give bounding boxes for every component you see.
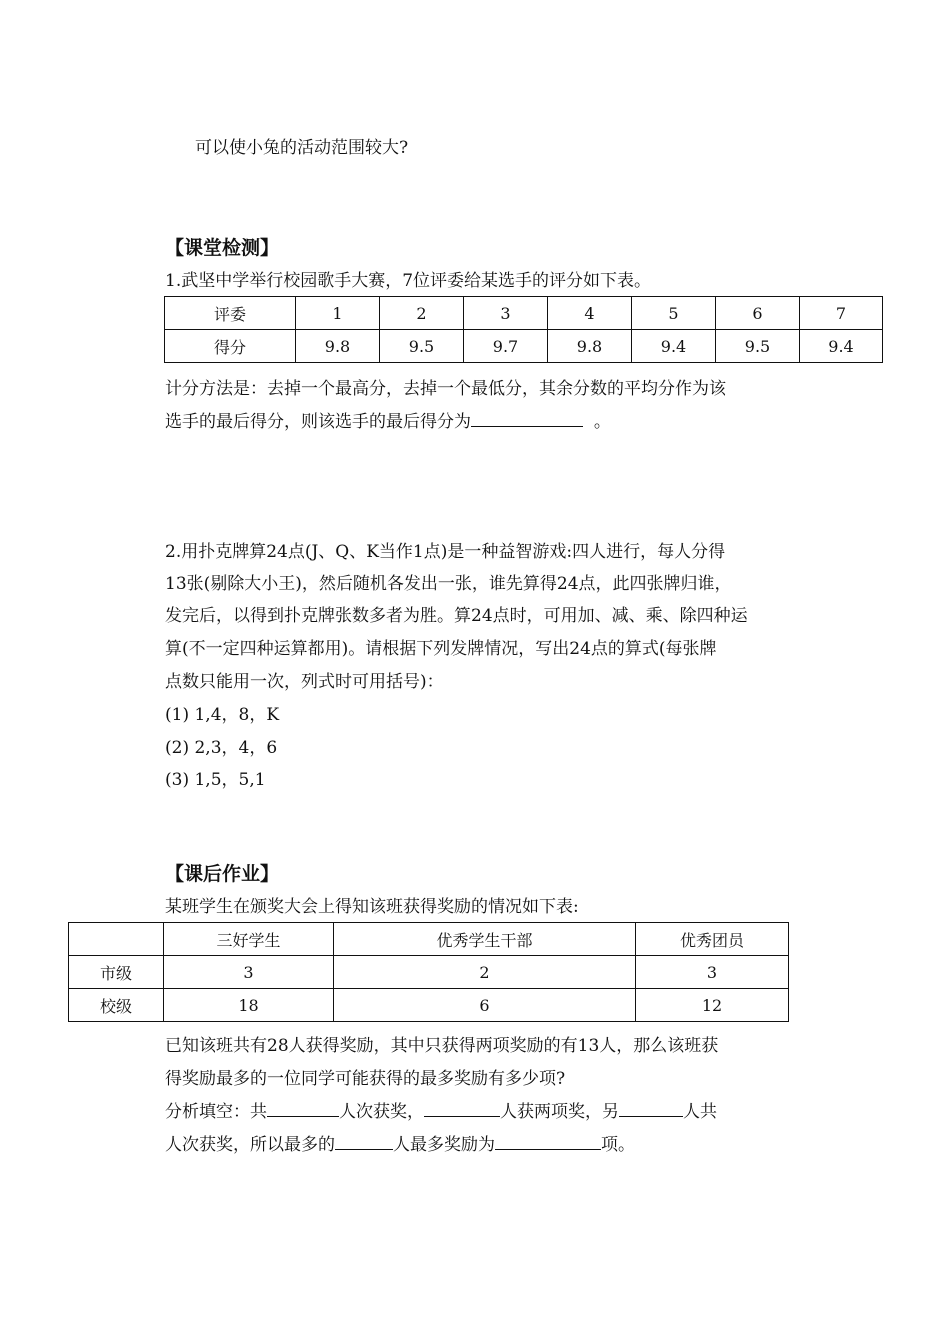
answer-blank [471,410,583,427]
table-cell: 9.8 [296,330,380,363]
question-2-line-5: 点数只能用一次，列式时可用括号)： [165,672,444,692]
table-row [69,956,789,989]
awards-table [68,922,789,1022]
table-cell: 9.8 [548,330,632,363]
fill-in-line-1 [165,1097,717,1122]
table-header-cell: 优秀团员 [636,923,789,956]
list-item: (2) 2,3，4，6 [165,738,278,758]
fill-text: 分析填空：共 [165,1102,267,1122]
list-item: (1) 1,4，8，K [165,705,280,725]
table-cell: 5 [632,297,716,330]
intro-line: 可以使小兔的活动范围较大? [195,138,409,158]
table-cell: 9.5 [380,330,464,363]
method-text: 选手的最后得分，则该选手的最后得分为 [165,412,471,432]
table-cell: 校级 [69,989,164,1022]
answer-blank [424,1100,500,1117]
answer-blank [495,1133,601,1150]
table-header-cell [69,923,164,956]
fill-text: 人共 [683,1102,717,1122]
section-heading-homework: 【课后作业】 [165,863,280,885]
table-cell: 市级 [69,956,164,989]
table-cell: 18 [164,989,334,1022]
method-line-1: 计分方法是：去掉一个最高分，去掉一个最低分，其余分数的平均分作为该 [165,379,726,399]
table-header-cell: 三好学生 [164,923,334,956]
table-cell: 9.4 [632,330,716,363]
question-2-line-1: 2.用扑克牌算24点(J、Q、K当作1点)是一种益智游戏:四人进行，每人分得 [165,542,726,562]
table-cell: 3 [636,956,789,989]
answer-blank [619,1100,683,1117]
fill-in-line-2 [165,1130,635,1155]
question-2-line-4: 算(不一定四种运算都用)。请根据下列发牌情况，写出24点的算式(每张牌 [165,639,717,659]
question-2-line-3: 发完后，以得到扑克牌张数多者为胜。算24点时，可用加、减、乘、除四种运 [165,606,748,626]
fill-text: 项。 [601,1135,635,1155]
table-row [69,923,789,956]
method-end: 。 [593,412,611,432]
table-cell: 9.7 [464,330,548,363]
fill-text: 人次获奖， [339,1102,424,1122]
table-cell: 1 [296,297,380,330]
scores-table [164,296,883,363]
method-line-2 [165,407,611,432]
section-heading-classroom-test: 【课堂检测】 [165,237,280,259]
fill-text: 人次获奖，所以最多的 [165,1135,335,1155]
table-cell: 4 [548,297,632,330]
homework-intro: 某班学生在颁奖大会上得知该班获得奖励的情况如下表: [165,897,579,917]
question-1-text: 1.武坚中学举行校园歌手大赛，7位评委给某选手的评分如下表。 [165,271,652,291]
table-cell: 6 [334,989,636,1022]
table-cell: 9.4 [800,330,883,363]
table-row [69,989,789,1022]
table-row [165,297,883,330]
fill-text: 人获两项奖，另 [500,1102,619,1122]
table-cell: 7 [800,297,883,330]
homework-para-line-2: 得奖励最多的一位同学可能获得的最多奖励有多少项? [165,1069,566,1089]
homework-para-line-1: 已知该班共有28人获得奖励，其中只获得两项奖励的有13人，那么该班获 [165,1036,719,1056]
table-cell: 12 [636,989,789,1022]
list-item: (3) 1,5，5,1 [165,770,266,790]
table-cell: 3 [164,956,334,989]
table-cell: 9.5 [716,330,800,363]
table-header-cell: 优秀学生干部 [334,923,636,956]
table-row [165,330,883,363]
answer-blank [335,1133,393,1150]
fill-text: 人最多奖励为 [393,1135,495,1155]
table-cell: 6 [716,297,800,330]
table-cell: 2 [380,297,464,330]
table-cell: 3 [464,297,548,330]
table-cell: 评委 [165,297,296,330]
answer-blank [267,1100,339,1117]
question-2-line-2: 13张(剔除大小王)，然后随机各发出一张，谁先算得24点，此四张牌归谁， [165,574,732,594]
table-cell: 得分 [165,330,296,363]
table-cell: 2 [334,956,636,989]
